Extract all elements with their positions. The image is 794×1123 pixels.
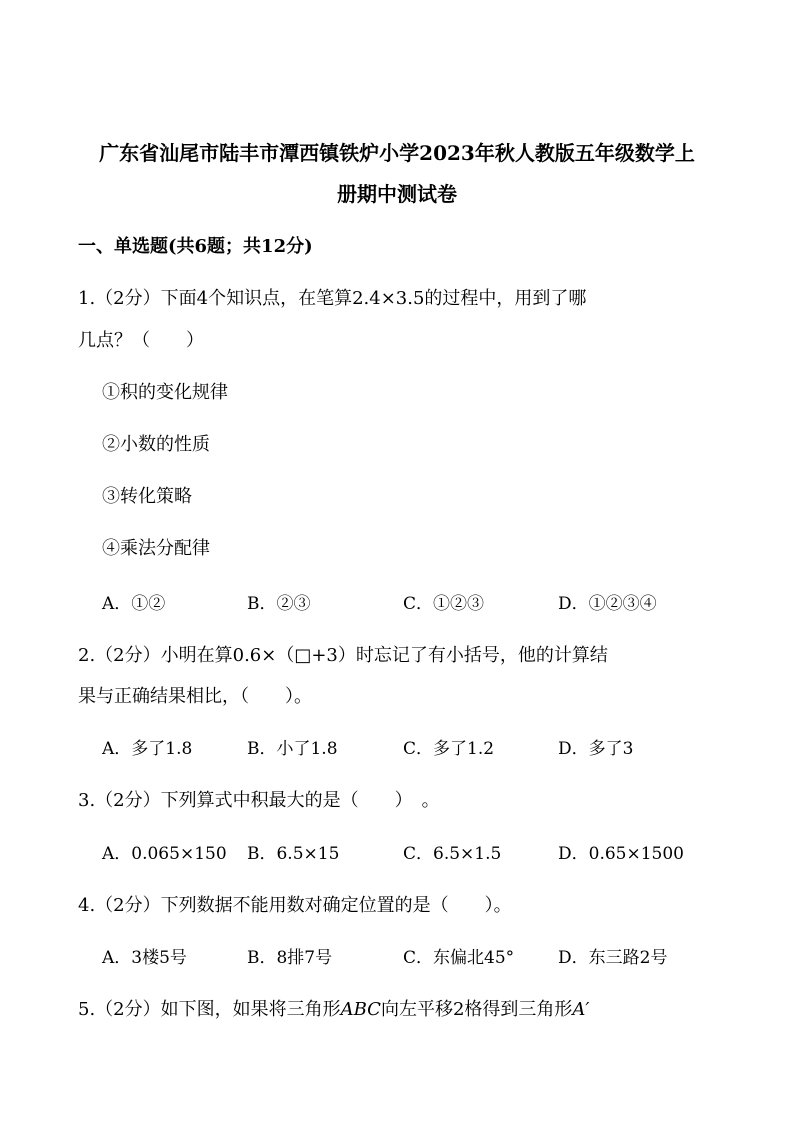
question-1-option-c: C．①②③: [403, 594, 485, 614]
question-5-text-a: 5.（2分）如下图，如果将三角形: [78, 999, 341, 1020]
question-2-option-a: A．多了1.8: [102, 739, 193, 759]
question-1-line-2: 几点？（ ）: [78, 330, 204, 351]
question-2-option-b: B．小了1.8: [247, 739, 338, 759]
question-4-option-c: C．东偏北45°: [403, 948, 515, 968]
question-1-item-1: ①积的变化规律: [102, 382, 228, 403]
section-heading-single-choice: 一、单选题(共6题；共12分): [78, 236, 313, 257]
question-1-line-1: 1.（2分）下面4个知识点，在笔算2.4×3.5的过程中，用到了哪: [78, 288, 587, 309]
question-2-line-1: 2.（2分）小明在算0.6×（□+3）时忘记了有小括号，他的计算结: [78, 645, 608, 666]
question-5-text-b: 向左平移2格得到三角形: [380, 999, 573, 1020]
question-1-option-d: D．①②③④: [558, 594, 657, 614]
question-1-item-3: ③转化策略: [102, 486, 192, 507]
question-2-option-d: D．多了3: [558, 739, 634, 759]
question-1-option-b: B．②③: [247, 594, 311, 614]
question-4-line-1: 4.（2分）下列数据不能用数对确定位置的是（ ）。: [78, 895, 512, 916]
question-4-option-d: D．东三路2号: [558, 948, 668, 968]
question-1-item-4: ④乘法分配律: [102, 538, 210, 559]
question-5-line-1: [78, 995, 590, 1021]
question-1-option-a: A．①②: [102, 594, 166, 614]
question-3-option-b: B．6.5×15: [247, 844, 340, 864]
question-2-line-2: 果与正确结果相比，（ ）。: [78, 686, 312, 707]
question-1-item-2: ②小数的性质: [102, 434, 210, 455]
question-4-option-b: B．8排7号: [247, 948, 333, 968]
question-5-math-a-prime: A′: [572, 999, 590, 1020]
question-3-option-c: C．6.5×1.5: [403, 844, 502, 864]
exam-title-line-2: 册期中测试卷: [337, 182, 457, 206]
question-3-option-a: A．0.065×150: [102, 844, 227, 864]
question-3-option-d: D．0.65×1500: [558, 844, 684, 864]
question-5-math-abc: ABC: [340, 999, 381, 1020]
exam-title-line-1: 广东省汕尾市陆丰市潭西镇铁炉小学2023年秋人教版五年级数学上: [99, 141, 695, 165]
question-4-option-a: A．3楼5号: [102, 948, 187, 968]
question-3-line-1: 3.（2分）下列算式中积最大的是（ ） 。: [78, 790, 440, 811]
question-2-option-c: C．多了1.2: [403, 739, 495, 759]
